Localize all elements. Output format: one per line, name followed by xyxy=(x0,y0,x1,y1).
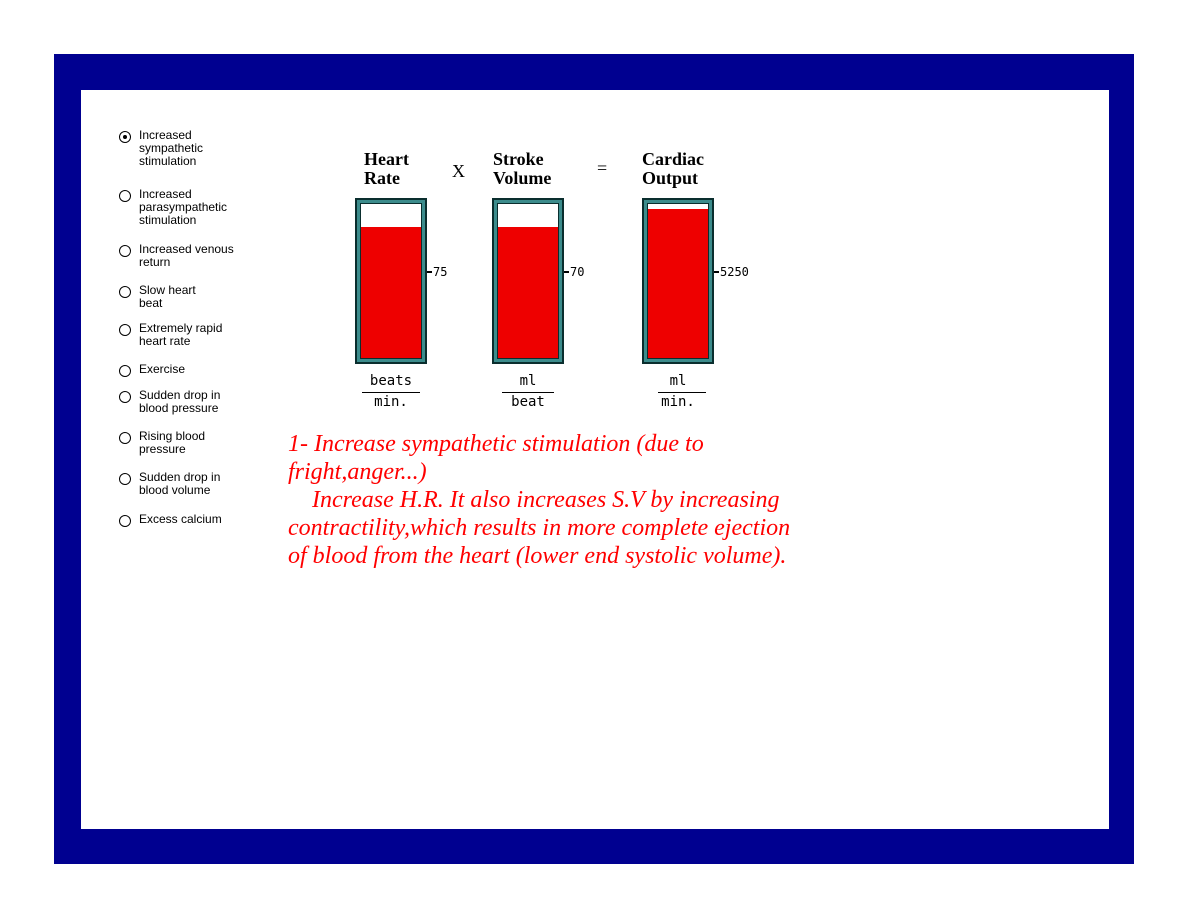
radio-icon[interactable] xyxy=(119,365,131,377)
multiply-operator: X xyxy=(452,161,465,181)
heart-rate-fill xyxy=(361,227,421,358)
radio-selected-icon[interactable] xyxy=(119,131,131,143)
option-label: Increased venous return xyxy=(139,242,234,269)
stroke-volume-unit-top: ml xyxy=(519,373,537,389)
heart-rate-unit-top: beats xyxy=(369,373,413,389)
radio-icon[interactable] xyxy=(119,245,131,257)
cardiac-output-gauge xyxy=(642,198,714,364)
radio-icon[interactable] xyxy=(119,391,131,403)
cardiac-output-title: Cardiac Output xyxy=(642,149,704,188)
heart-rate-title: Heart Rate xyxy=(364,149,409,188)
explanation-line: of blood from the heart (lower end systolic volume). xyxy=(288,543,787,569)
explanation-line: 1- Increase sympathetic stimulation (due to xyxy=(288,431,704,457)
option-label: Extremely rapid heart rate xyxy=(139,321,223,348)
cardiac-output-value: 5250 xyxy=(720,265,749,279)
option-label: Sudden drop in blood volume xyxy=(139,470,221,497)
radio-icon[interactable] xyxy=(119,515,131,527)
heart-rate-tick xyxy=(427,271,432,273)
explanation-line: Increase H.R. It also increases S.V by increasing xyxy=(288,487,780,513)
explanation-line: fright,anger...) xyxy=(288,459,427,485)
cardiac-output-unit-bottom: min. xyxy=(661,394,695,410)
cardiac-output-tick xyxy=(714,271,719,273)
option-label: Exercise xyxy=(139,362,186,376)
stroke-volume-unit-divider xyxy=(502,392,554,393)
stroke-volume-tick xyxy=(564,271,569,273)
radio-icon[interactable] xyxy=(119,190,131,202)
option-label: Slow heart beat xyxy=(139,283,196,310)
cardiac-output-unit-top: ml xyxy=(669,373,687,389)
option-label: Sudden drop in blood pressure xyxy=(139,388,221,415)
heart-rate-value: 75 xyxy=(433,265,448,279)
radio-icon[interactable] xyxy=(119,432,131,444)
heart-rate-unit-divider xyxy=(362,392,420,393)
equals-operator: = xyxy=(597,158,608,178)
radio-icon[interactable] xyxy=(119,286,131,298)
stroke-volume-unit-bottom: beat xyxy=(511,394,545,410)
option-label: Excess calcium xyxy=(139,512,222,526)
stroke-volume-fill xyxy=(498,227,558,358)
cardiac-output-unit-divider xyxy=(658,392,706,393)
radio-icon[interactable] xyxy=(119,324,131,336)
explanation-text xyxy=(288,430,968,570)
heart-rate-unit-bottom: min. xyxy=(374,394,408,410)
option-label: Increased parasympathetic stimulation xyxy=(139,187,228,227)
heart-rate-gauge xyxy=(355,198,427,364)
radio-icon[interactable] xyxy=(119,473,131,485)
option-label: Increased sympathetic stimulation xyxy=(139,128,204,168)
cardiac-output-fill xyxy=(648,209,708,358)
stroke-volume-gauge xyxy=(492,198,564,364)
stroke-volume-title: Stroke Volume xyxy=(493,149,552,188)
stroke-volume-value: 70 xyxy=(570,265,585,279)
option-label: Rising blood pressure xyxy=(139,429,206,456)
explanation-line: contractility,which results in more complete ejection xyxy=(288,515,791,541)
